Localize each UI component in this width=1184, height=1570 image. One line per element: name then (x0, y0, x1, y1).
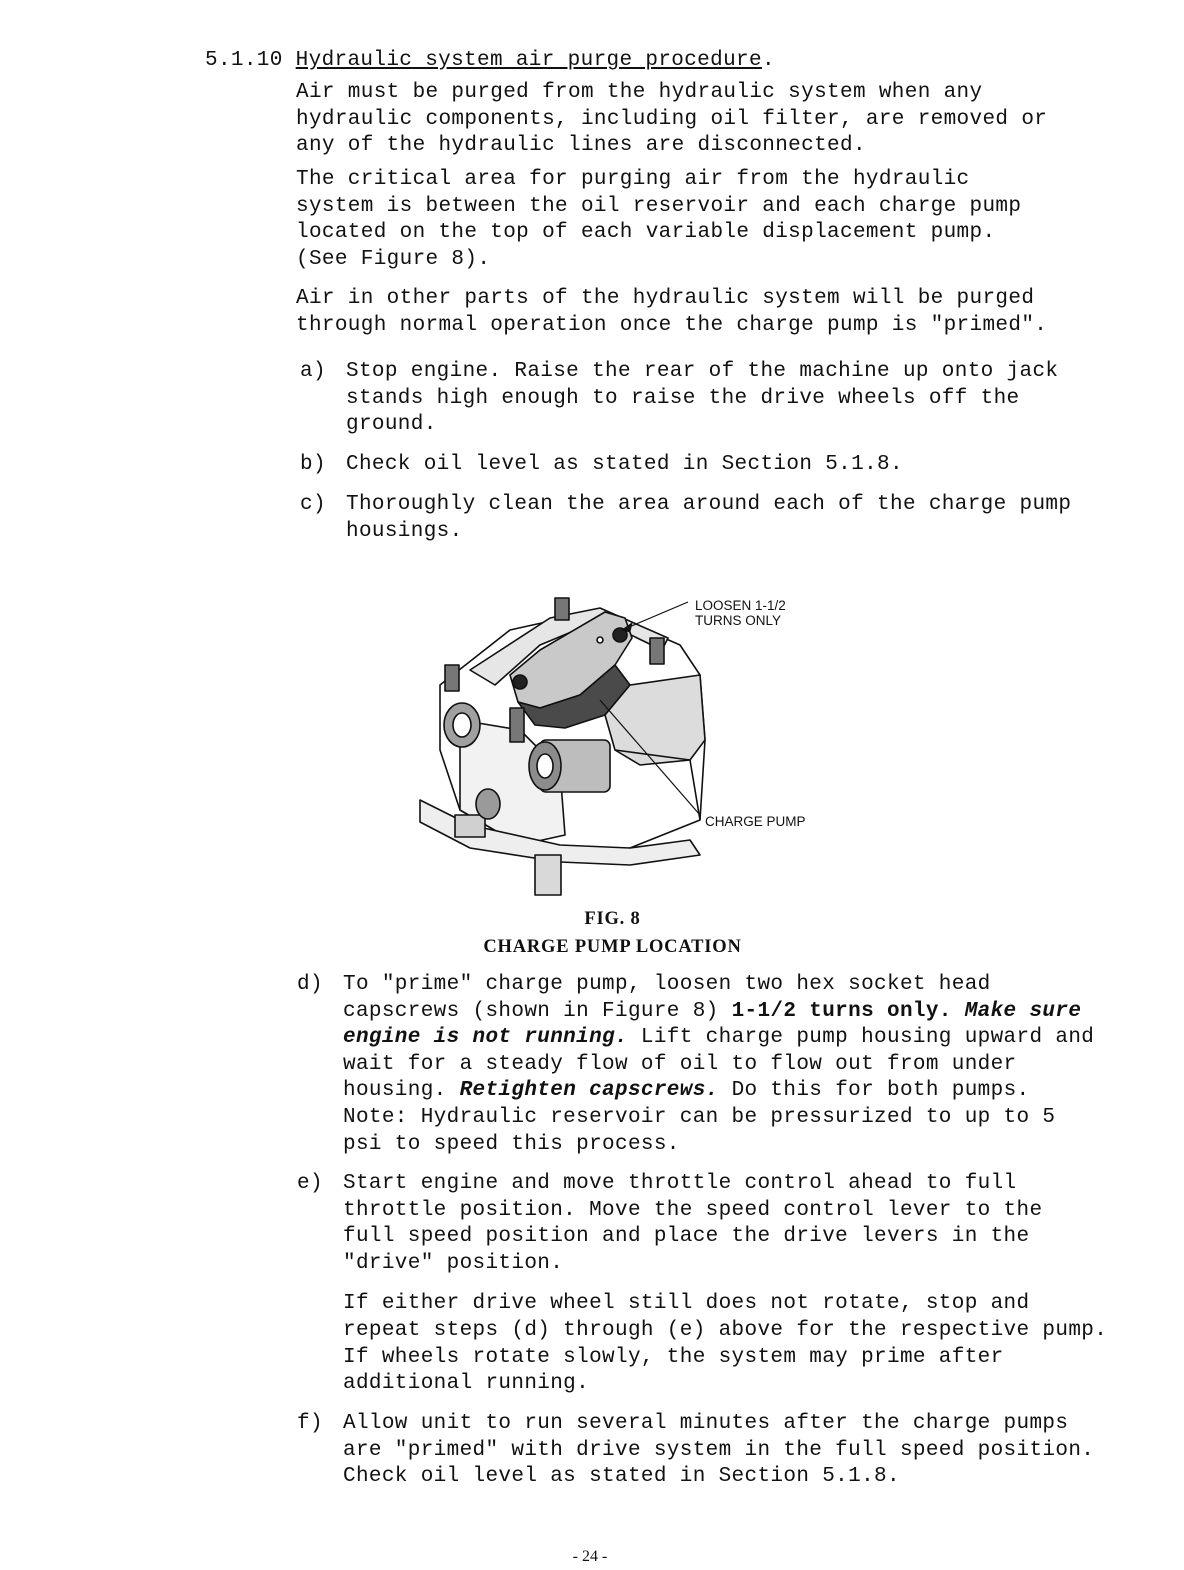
section-heading (205, 48, 775, 75)
callout-charge-pump: CHARGE PUMP (705, 814, 806, 829)
callout-loosen (695, 598, 786, 628)
section-title-period: . (761, 49, 775, 72)
intro-paragraph-2: The critical area for purging air from the hydraulic system is between the oil reservoir and each charge pump located on the top of each variable displacement pump. (See Figure 8). (296, 168, 1022, 271)
step-d-text-2: Lift charge pump housing upward and wait for a steady flow of oil to flow out from under housing. (343, 1026, 1095, 1103)
section-title: Hydraulic system air purge procedure (295, 49, 762, 72)
intro-paragraph-1: Air must be purged from the hydraulic system when any hydraulic components, including oil filter, are removed or any of the hydraulic lines are disconnected. (296, 81, 1048, 158)
step-d-bold-turns: 1-1/2 turns only. (731, 999, 952, 1023)
step-b (300, 452, 1100, 479)
step-label: a) (300, 360, 326, 383)
step-d-retighten: Retighten capscrews. (459, 1079, 719, 1103)
step-text: Check oil level as stated in Section 5.1.8. (346, 453, 903, 476)
step-text: Stop engine. Raise the rear of the machine up onto jack stands high enough to raise the drive wheels off the ground. (346, 360, 1059, 437)
step-text: Allow unit to run several minutes after the charge pumps are "primed" with drive system in the full speed position. Check oil level as stated in Section 5.1.8. (343, 1412, 1095, 1489)
callout-loosen-line1: LOOSEN 1-1/2 (695, 598, 786, 613)
step-f (297, 1411, 1097, 1491)
step-text: Thoroughly clean the area around each of the charge pump housings. (346, 493, 1072, 543)
step-e-text: Start engine and move throttle control ahead to full throttle position. Move the speed control lever to the full speed position and place the drive levers in the "drive" position. (343, 1172, 1043, 1275)
step-d-space (952, 1000, 965, 1023)
step-label: f) (297, 1412, 323, 1435)
figure-number: FIG. 8 (584, 909, 641, 929)
figure-caption (300, 905, 925, 961)
pump-illustration (400, 590, 830, 905)
step-c (300, 492, 1100, 545)
step-label: b) (300, 453, 326, 476)
step-d-text-3: Do this for both pumps. Note: Hydraulic reservoir can be pressurized to up to 5 psi to speed this process. (343, 1079, 1056, 1156)
step-a (300, 359, 1100, 439)
step-d (297, 972, 1097, 1158)
page-number: - 24 - (572, 1548, 608, 1565)
figure-title: CHARGE PUMP LOCATION (483, 937, 742, 957)
step-text (343, 972, 1097, 1158)
intro-paragraph-3: Air in other parts of the hydraulic system will be purged through normal operation once the charge pump is "primed". (296, 287, 1048, 337)
step-label: e) (297, 1172, 323, 1195)
figure-charge-pump (400, 590, 830, 905)
step-label: d) (297, 973, 323, 996)
step-e-note: If either drive wheel still does not rotate, stop and repeat steps (d) through (e) above for the respective pump. If wheels rotate slowly, the system may prime after additional running. (343, 1292, 1108, 1396)
step-label: c) (300, 493, 326, 516)
step-d-text-1: To "prime" charge pump, loosen two hex socket head capscrews (shown in Figure 8) (343, 973, 991, 1023)
step-e (297, 1171, 1108, 1398)
section-number: 5.1.10 (205, 49, 283, 72)
step-d-warning: Make sure engine is not running. (343, 999, 1082, 1050)
step-text (343, 1171, 1113, 1398)
callout-loosen-line2: TURNS ONLY (695, 613, 782, 628)
